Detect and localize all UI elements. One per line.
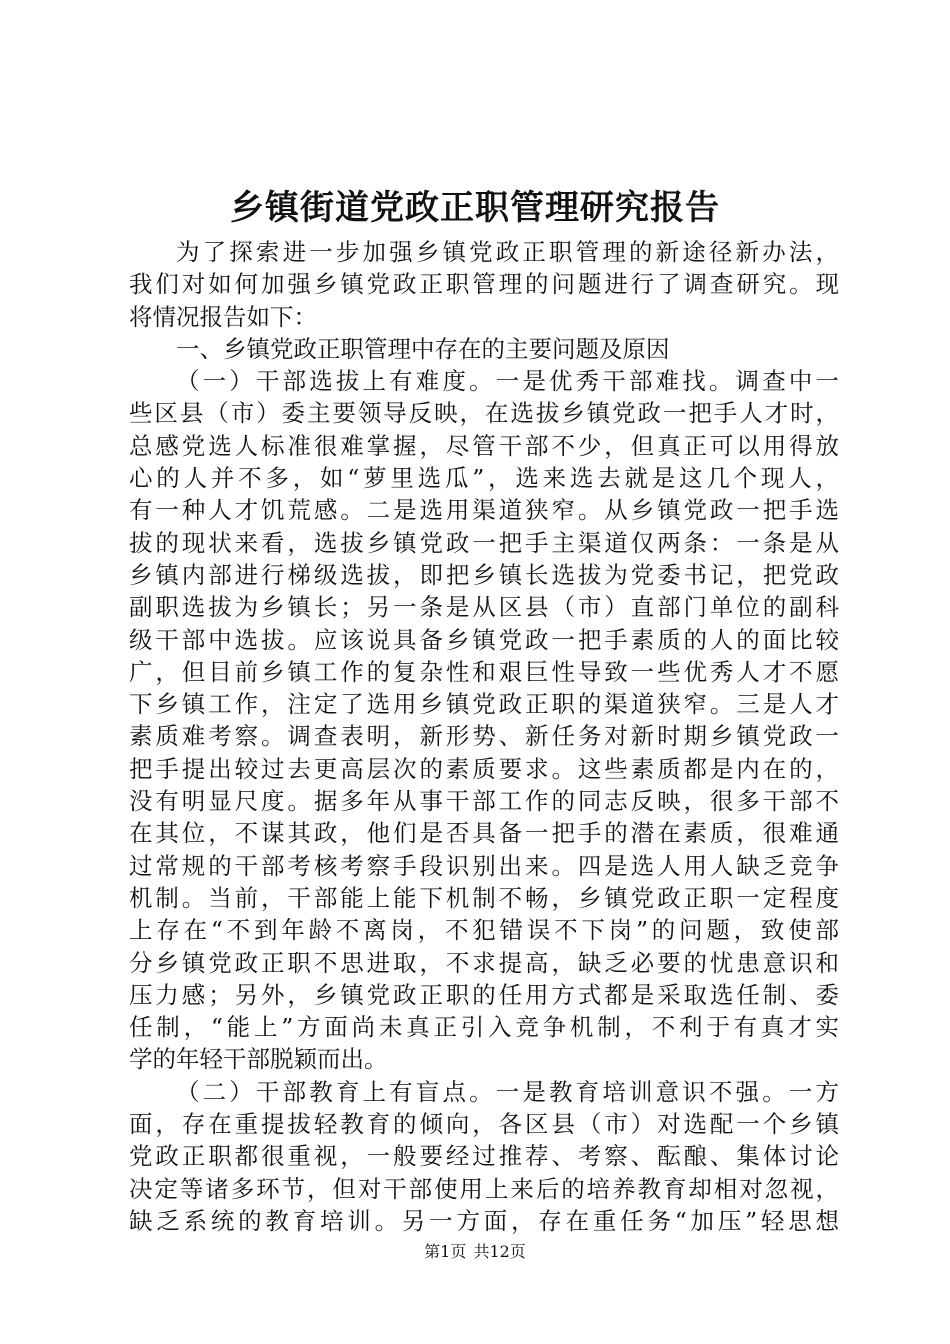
text-line: 心的人并不多，如“萝里选瓜”，选来选去就是这几个现人， [129,464,839,493]
text-line: 分乡镇党政正职不思进取，不求提高，缺乏必要的忧患意识和 [129,948,839,977]
text-line: 党政正职都很重视，一般要经过推荐、考察、酝酿、集体讨论 [129,1142,839,1171]
text-line: 素质难考察。调查表明，新形势、新任务对新时期乡镇党政一 [129,722,839,751]
page-footer: 第1页 共12页 [424,1242,526,1261]
text-line: 没有明显尺度。据多年从事干部工作的同志反映，很多干部不 [129,787,839,816]
text-line: 缺乏系统的教育培训。另一方面，存在重任务“加压”轻思想 [129,1206,839,1235]
section-heading: 一、乡镇党政正职管理中存在的主要问题及原因 [176,334,670,363]
text-line: 压力感；另外，乡镇党政正职的任用方式都是采取选任制、委 [129,980,839,1009]
text-line: 为了探索进一步加强乡镇党政正职管理的新途径新办法， [176,238,839,266]
text-line: 总感党选人标准很难掌握，尽管干部不少，但真正可以用得放 [129,431,839,460]
document-body [129,236,839,1237]
text-line: 在其位，不谋其政，他们是否具备一把手的潜在素质，很难通 [129,819,839,848]
text-line: 些区县（市）委主要领导反映，在选拔乡镇党政一把手人才时， [129,399,839,428]
text-line: 拔的现状来看，选拔乡镇党政一把手主渠道仅两条：一条是从 [129,528,839,557]
text-line: 面，存在重提拔轻教育的倾向，各区县（市）对选配一个乡镇 [129,1110,839,1139]
text-line: 乡镇内部进行梯级选拔，即把乡镇长选拔为党委书记，把党政 [129,560,839,589]
text-line: 广，但目前乡镇工作的复杂性和艰巨性导致一些优秀人才不愿 [129,657,839,686]
text-line: 将情况报告如下： [129,302,317,331]
text-line: 有一种人才饥荒感。二是选用渠道狭窄。从乡镇党政一把手选 [129,496,839,525]
text-line: 把手提出较过去更高层次的素质要求。这些素质都是内在的， [129,754,839,783]
document-title: 乡镇街道党政正职管理研究报告 [230,188,720,228]
text-line: 上存在“不到年龄不离岗，不犯错误不下岗”的问题，致使部 [129,916,839,945]
text-line: 机制。当前，干部能上能下机制不畅，乡镇党政正职一定程度 [129,883,839,912]
text-line: 级干部中选拔。应该说具备乡镇党政一把手素质的人的面比较 [129,625,839,654]
text-line: 我们对如何加强乡镇党政正职管理的问题进行了调查研究。现 [129,270,839,299]
text-line: （二）干部教育上有盲点。一是教育培训意识不强。一方 [176,1077,839,1106]
text-line: 过常规的干部考核考察手段识别出来。四是选人用人缺乏竞争 [129,851,839,880]
text-line: 副职选拔为乡镇长；另一条是从区县（市）直部门单位的副科 [129,593,839,622]
text-line: 下乡镇工作，注定了选用乡镇党政正职的渠道狭窄。三是人才 [129,690,839,719]
text-line: （一）干部选拔上有难度。一是优秀干部难找。调查中一 [176,367,839,396]
text-line: 学的年轻干部脱颖而出。 [129,1045,388,1074]
text-line: 任制，“能上”方面尚未真正引入竞争机制，不利于有真才实 [129,1013,839,1042]
text-line: 决定等诸多环节，但对干部使用上来后的培养教育却相对忽视， [129,1174,839,1203]
